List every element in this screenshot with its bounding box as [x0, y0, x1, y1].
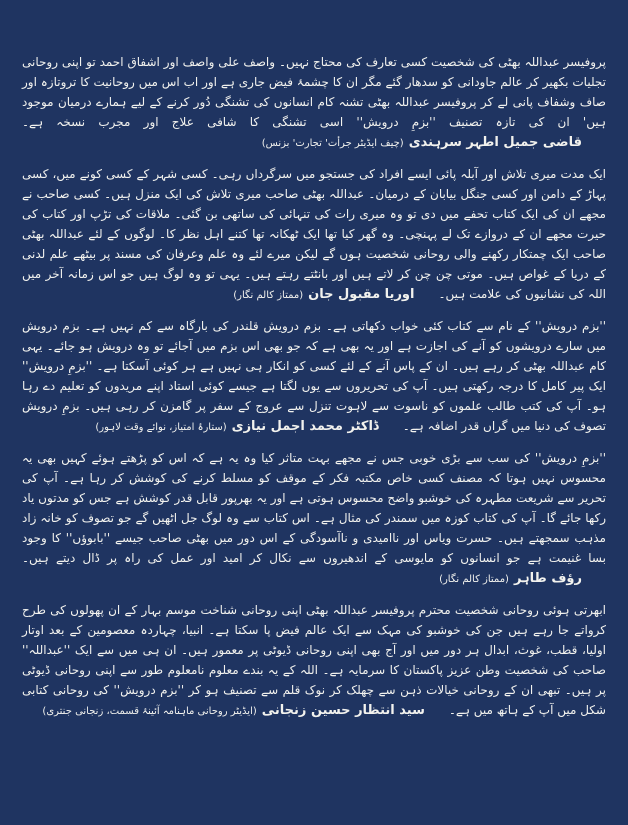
author-role: (ایڈیٹر روحانی ماہنامہ آئینۂ قسمت، زنجانی جنتری): [42, 706, 257, 717]
author-role: (ستارۂ امتیاز، نوائے وقت لاہور): [95, 422, 227, 433]
text-line: ''بزم درویش'' کے نام سے کتاب کئی خواب دکھاتی ہے۔ بزم درویش قلندر کی بارگاہ سے کم نہیں ہے۔ بزم درویش میں سارے درویشوں کو: [22, 319, 606, 353]
testimonial-intezar-zanjani: [22, 600, 606, 722]
text-line: روحانی ڈیوٹی پر ہیں۔ تبھی ان کے روحانی خیالات ذہن سے چھلک کر نوک قلم سے تصنیف ہو کر ''بزم درویش'' کی روحانی کتابی شکل میں آپ کے: [22, 663, 606, 717]
text-line: عبداللہ بھٹی صاحب ایک چمتکار رکھنے والی روحانی شخصیت ہوں گے لیکن میرے لئے وہ علم وعرفان کی مسند پر بیٹھے علم لدنی کے دریا کے غواص ہیں۔ موتی: [22, 227, 606, 281]
author-name: رؤف طاہر: [513, 571, 582, 586]
author-name: قاضی جمیل اطہر سرہندی: [408, 135, 582, 150]
signature: [95, 416, 378, 438]
text-line: ساتھی بن گئی۔ ملاقات کی تڑپ اور کتاب کی حیرت مجھے ان کے دروازے تک لے پہنچی۔ وہ گھر کیا تھا ایک ٹھکانہ تھا کتنے اہل نظر کا۔ لوگوں کے لئے: [22, 207, 606, 241]
testimonial-orya-maqbool: [22, 164, 606, 306]
author-role: (ممتاز کالم نگار): [439, 574, 509, 585]
text-line: کام انسانوں کی تشنگی دُور کرنے کے لیے ہمارے درمیان موجود ہیں' ان کی تازہ تصنیف ''بزمِ درویش'' اسی تشنگی کا شافی علاج اور: [22, 95, 606, 129]
text-line: تعلیم دے رہا ہو۔ آپ کی کتب طالب علموں کو ناسوت سے لاہوت تنزل سے عروج کے سفر پر گامزن کر رہی ہیں۔ بزمِ درویش تصوف کی دنیا میں گراں: [22, 379, 606, 433]
testimonial-rauf-tahir: [22, 448, 606, 590]
testimonials: [22, 52, 606, 732]
author-name: سید انتظار حسین زنجانی: [261, 703, 425, 718]
signature: [262, 132, 582, 154]
text-line: پر معمور ہیں۔ ان ہی میں سے ایک ''عبداللہ'' صاحب کی شخصیت وطن عزیز پاکستان کا سرمایہ ہے۔ اللہ کے یہ بندے معلوم نامعلوم طور سے اپنی: [22, 643, 606, 677]
signature: [439, 568, 582, 590]
author-name: ڈاکٹر محمد اجمل نیازی: [231, 419, 379, 434]
text-line: ''بزمِ درویش'' کی سب سے بڑی خوبی جس نے مجھے بہت متاثر کیا وہ یہ ہے کہ اس کو پڑھتے ہوئے کہیں بھی یہ محسوس نہیں ہوتا کہ مصنف کسی: [22, 451, 606, 485]
text-line: کے درمیان۔ عبداللہ بھٹی صاحب میری تلاش کی ایک منزل ہیں۔ کسی صاحب نے مجھے ان کی ایک کتاب تحفے میں دی تو وہ میری رات کی تنہائی کی: [22, 187, 606, 221]
signature: [42, 700, 424, 722]
signature: [233, 284, 414, 306]
text-line: حسرت ویاس اور ناامیدی و ناآسودگی کے اس دور میں بھٹی صاحب جیسے ''بابوؤں'' کا وجود بسا غنیمت ہے جو انسانوں کو مایوسی کے اندھیروں سے نکال کر: [22, 531, 606, 565]
author-role: (چیف ایڈیٹر جرأت' تجارت' بزنس): [261, 138, 404, 149]
text-line: کو سدھار گئے مگر ان کا چشمۂ فیض جاری ہے اور اب اس میں روحانیت کا تروتازہ اور صاف وشفاف پانی لے کر پروفیسر عبداللہ بھٹی تشنہ: [22, 75, 606, 109]
author-role: (ممتاز کالم نگار): [233, 290, 304, 301]
text-line: آنے کی اجازت ہے اور یہ بھی ہے کہ جو بھی اس بزم میں آجائے تو وہ درویش ہو جائے۔ یہی کام عبداللہ بھٹی کر رہے ہیں۔ ان کے پاس آنے کے لئے کسی: [22, 339, 606, 373]
text-line: خاص مکتبہ فکر کے موقف کو مسلط کرنے کی کوشش کر رہا ہے۔ آپ کی تحریر سے شریعت مطہرہ کی خوشبو واضح محسوس ہوتی ہے اور یہ بھرپور قابل قدر کوشش ہے: [22, 471, 607, 505]
text-line: جس کو مدتوں یاد رکھا جائے گا۔ آپ کی کتاب کوزہ میں سمندر کی مثال ہے۔ اس کتاب سے وہ لوگ جل اٹھیں گے جو تصوف کو خانہ زاد مذہب سمجھتے ہیں۔: [22, 491, 606, 545]
text-line: ہاتھ میں ہے۔: [448, 703, 519, 717]
text-line: چن چن کر لاتے ہیں اور بانٹتے رہتے ہیں۔ یہی تو وہ لوگ ہیں جو اس زمانہ آخر میں اللہ کی نشانیوں کی علامت ہیں۔: [22, 267, 606, 301]
text-line: مجرب نسخہ ہے۔: [22, 115, 131, 129]
text-line: قدر اضافہ ہے۔: [402, 419, 480, 433]
testimonial-ajmal-niazi: [22, 316, 606, 438]
text-line: ابھرتی ہوئی روحانی شخصیت محترم پروفیسر عبداللہ بھٹی اپنی روحانی شناخت موسم بہار کے ان پھولوں کی طرح کرواتے جا رہے ہیں جن کی: [22, 603, 606, 637]
author-name: اوریا مقبول جان: [308, 287, 415, 302]
text-line: ایک مدت میری تلاش اور آبلہ پائی ایسے افراد کی جستجو میں سرگرداں رہی۔ کسی شہر کے کسی کونے میں، کسی پہاڑ کے دامن اور کسی جنگل بیابان: [22, 167, 606, 201]
text-line: خوشبو کی مہک سے ایک عالم فیض پا سکتا ہے۔ انبیا، چہاردہ معصومین کے بعد اوتار اولیا، قطب، غوث، ابدال ہر دور میں اور آج بھی اپنی روحانی ڈیوٹی: [22, 623, 606, 657]
text-line: پروفیسر عبداللہ بھٹی کی شخصیت کسی تعارف کی محتاج نہیں۔ واصف علی واصف اور اشفاق احمد تو اپنی روحانی تجلیات بکھیر کر عالم جاودانی: [22, 55, 606, 89]
text-line: کو انکار ہی نہیں ہے ہر کوئی آسکتا ہے۔ ''بزمِ درویش'' ایک پیر کامل کا درجہ رکھتی ہیں۔ آپ کی تحریروں سے یوں لگتا ہے جیسے کوئی استاد اپنے مریدوں کو: [22, 359, 606, 393]
text-line: امید اور عمل کی راہ پر ڈال دیتے ہیں۔: [22, 551, 243, 565]
testimonial-qazi-jamil: [22, 52, 606, 154]
